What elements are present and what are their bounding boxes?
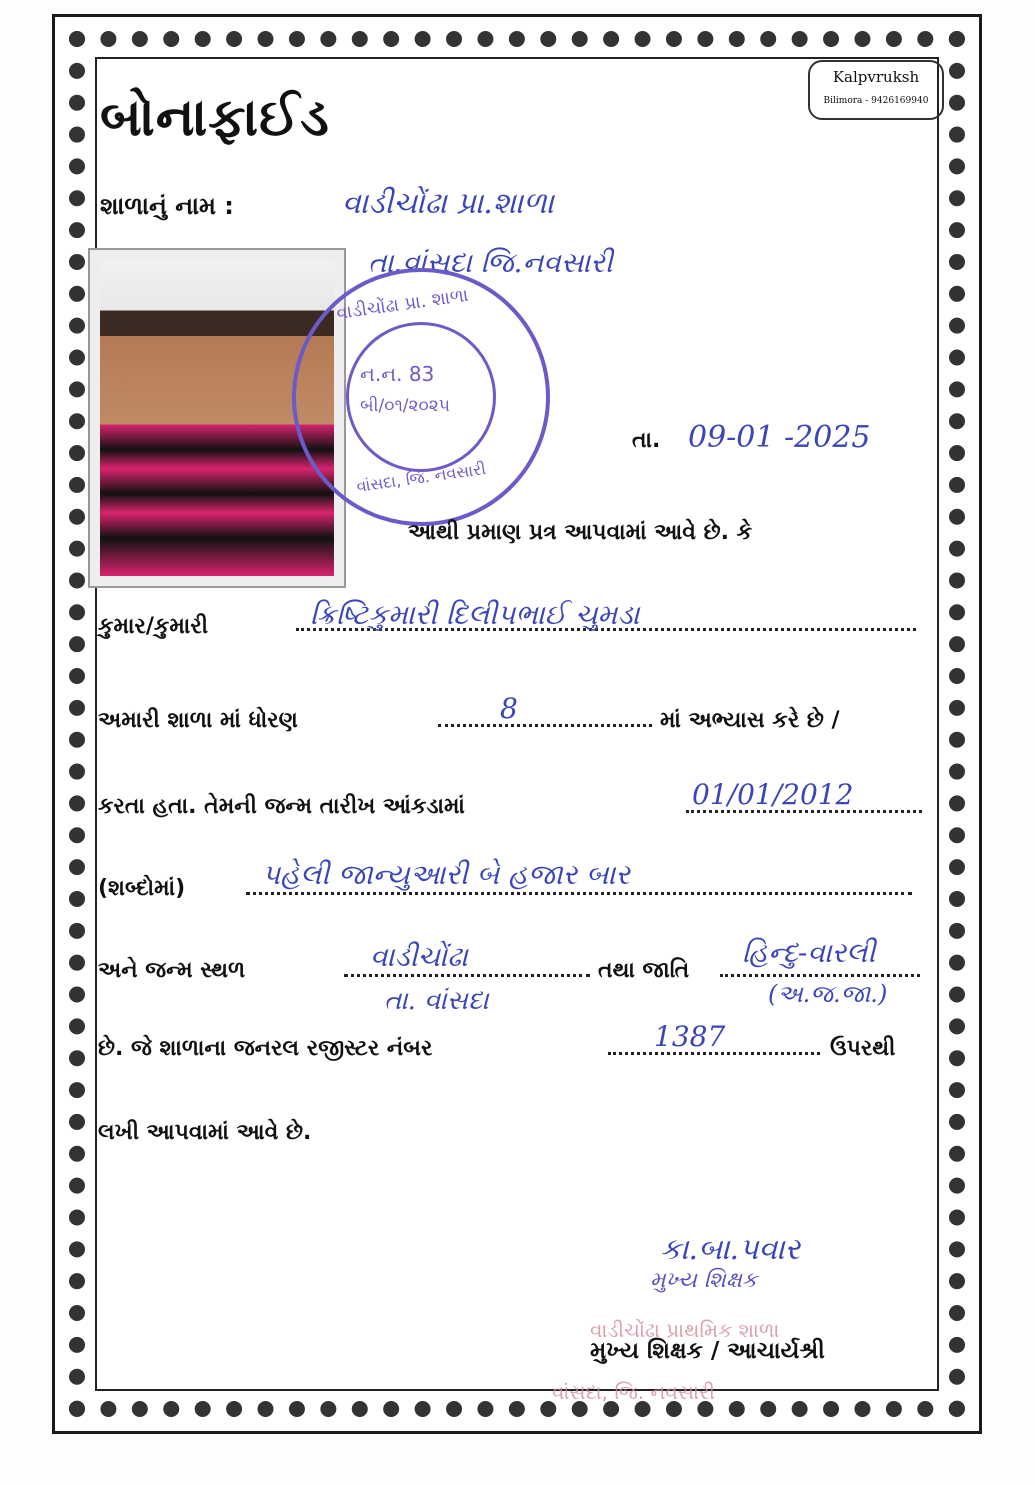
brand-name: Kalpvruksh (832, 68, 920, 86)
birthplace-label: અને જન્મ સ્થળ (98, 958, 246, 983)
standard-suffix: માં અભ્યાસ કરે છે / (660, 708, 840, 733)
dob-value: 01/01/2012 (692, 778, 854, 811)
dob-words-value: પહેલી જાન્યુઆરી બે હજાર બાર (262, 858, 630, 891)
caste-label: તથા જાતિ (598, 958, 690, 983)
register-value: 1387 (654, 1020, 726, 1053)
register-suffix: ઉપરથી (830, 1036, 896, 1061)
birthplace-sub: તા. વાંસદા (384, 986, 489, 1016)
birthplace-value: વાડીચોંઢા (370, 940, 468, 973)
stamp-ring-text: વાડીચોંઢા પ્રા. શાળા (335, 284, 470, 325)
standard-label: અમારી શાળા માં ધોરણ (98, 708, 298, 733)
date-label: તા. (632, 428, 661, 453)
school-address-value: તા.વાંસદા જિ.નવસારી (368, 246, 613, 279)
register-label: છે. જે શાળાના જનરલ રજીસ્ટર નંબર (98, 1036, 433, 1061)
signature: કા.બા.પવાર (660, 1232, 801, 1267)
caste-sub: (અ.જ.જા.) (768, 980, 888, 1008)
brand-logo (808, 60, 944, 120)
signature-role: મુખ્ય શિક્ષક (650, 1268, 758, 1293)
standard-value: 8 (500, 692, 518, 725)
school-name-label: શાળાનું નામ : (100, 192, 234, 220)
stamp-line2: બી/૦૧/૨૦૨૫ (360, 396, 450, 416)
brand-sub: Bilimora - 9426169940 (823, 96, 929, 106)
dob-label: કરતા હતા. તેમની જન્મ તારીખ આંકડામાં (98, 794, 465, 819)
date-value: 09-01 -2025 (688, 420, 871, 455)
signature-label: મુખ્ય શિક્ષક / આચાર્યશ્રી (590, 1338, 825, 1364)
student-label: કુમાર/કુમારી (98, 614, 208, 639)
certificate-title: બોનાફાઈડ (100, 88, 330, 148)
principal-seal-address: વાંસદા, જિ. નવસારી (552, 1380, 716, 1404)
student-value: ક્રિષ્ટિકુમારી દિલીપભાઈ ચુમડા (310, 598, 640, 631)
school-stamp (292, 268, 550, 526)
stamp-bottom-text: વાંસદા, જિ. નવસારી (355, 459, 488, 496)
closing-text: લખી આપવામાં આવે છે. (98, 1120, 312, 1145)
dob-words-label: (શબ્દોમાં) (98, 876, 186, 901)
caste-value: હિન્દુ-વારલી (742, 936, 876, 969)
principal-seal: વાડીચોંઢા પ્રાથમિક શાળા (590, 1318, 780, 1342)
school-name-value: વાડીચોંઢા પ્રા.શાળા (342, 186, 554, 221)
intro-text: આથી પ્રમાણ પ્રત્ર આપવામાં આવે છે. કે (408, 520, 753, 545)
stamp-line1: ન.ન. 83 (360, 362, 435, 386)
